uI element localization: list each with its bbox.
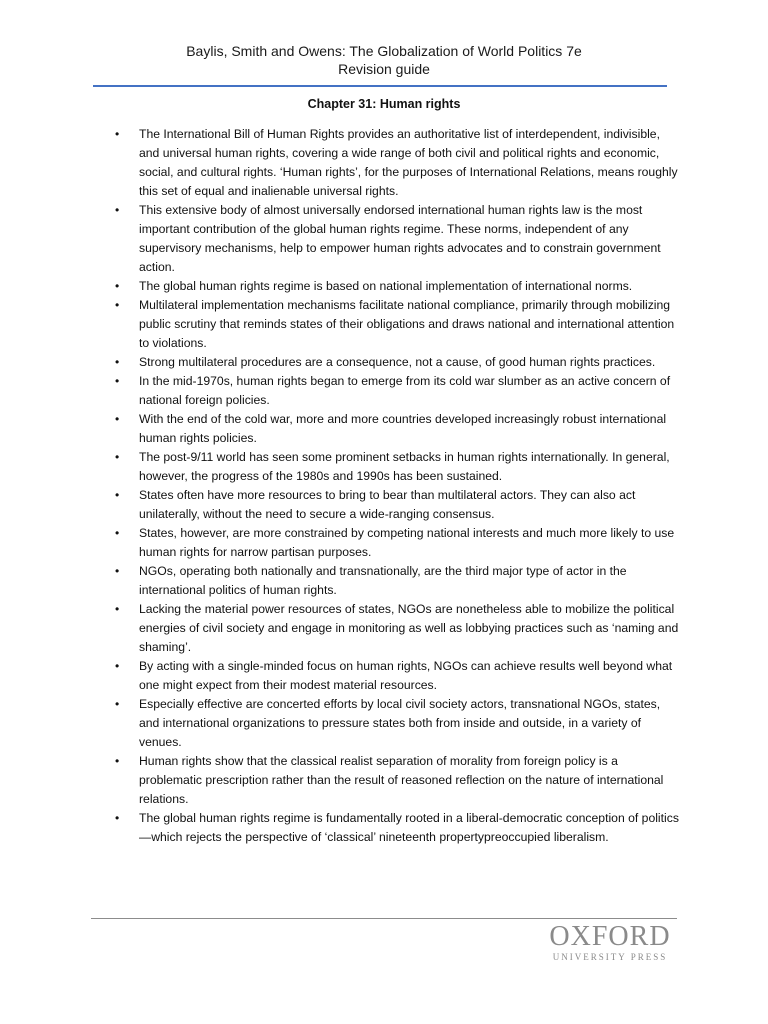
bullet-icon: • xyxy=(115,450,120,464)
list-item-text: The global human rights regime is based on national implementation of international norms. xyxy=(139,279,633,293)
oxford-logo xyxy=(535,922,685,963)
list-item-text: The International Bill of Human Rights provides an authoritative list of interdependent, indivisible, and universal human rights, covering a wide range of both civil and political rights and economic, social, and cultural rights. ‘Human rights’, for the purposes of International Relations, means roughly this set of equal and inalienable universal rights. xyxy=(139,127,678,198)
logo-wordmark: OXFORD xyxy=(549,921,671,952)
list-item-text: In the mid-1970s, human rights began to emerge from its cold war slumber as an active concern of national foreign policies. xyxy=(139,374,671,407)
bullet-icon: • xyxy=(115,659,120,673)
bullet-icon: • xyxy=(115,298,120,312)
list-item xyxy=(115,809,680,847)
bullet-icon: • xyxy=(115,564,120,578)
logo-subtitle: UNIVERSITY PRESS xyxy=(552,952,668,962)
list-item-text: Especially effective are concerted efforts by local civil society actors, transnational NGOs, states, and international organizations to pressure states both from inside and outside, in a variety of venues. xyxy=(139,697,661,749)
bullet-icon: • xyxy=(115,602,120,616)
list-item-text: Multilateral implementation mechanisms facilitate national compliance, primarily through mobilizing public scrutiny that reminds states of their obligations and draws national and international attention to violations. xyxy=(139,298,675,350)
document-header xyxy=(0,42,768,78)
bullet-icon: • xyxy=(115,754,120,768)
footer-divider xyxy=(91,918,677,919)
list-item-text: States, however, are more constrained by competing national interests and much more likely to use human rights for narrow partisan purposes. xyxy=(139,526,675,559)
bullet-icon: • xyxy=(115,279,120,293)
bullet-icon: • xyxy=(115,488,120,502)
list-item xyxy=(115,296,680,353)
header-subtitle: Revision guide xyxy=(338,61,430,77)
list-item-text: Lacking the material power resources of states, NGOs are nonetheless able to mobilize the political energies of civil society and engage in monitoring as well as lobbying practices such as ‘naming and shaming’. xyxy=(139,602,679,654)
header-title: Baylis, Smith and Owens: The Globalization of World Politics 7e xyxy=(186,43,582,59)
list-item-text: The global human rights regime is fundamentally rooted in a liberal-democratic conception of politics—which rejects the perspective of ‘classical’ nineteenth propertypreoccupied liberalism. xyxy=(139,811,679,844)
bullet-icon: • xyxy=(115,811,120,825)
bullet-icon: • xyxy=(115,412,120,426)
bullet-list xyxy=(115,125,680,847)
list-item-text: With the end of the cold war, more and more countries developed increasingly robust international human rights policies. xyxy=(139,412,667,445)
list-item-text: NGOs, operating both nationally and transnationally, are the third major type of actor in the international politics of human rights. xyxy=(139,564,627,597)
list-item xyxy=(115,448,680,486)
list-item-text: By acting with a single-minded focus on human rights, NGOs can achieve results well beyond what one might expect from their modest material resources. xyxy=(139,659,673,692)
bullet-icon: • xyxy=(115,697,120,711)
list-item-text: Human rights show that the classical realist separation of morality from foreign policy is a problematic prescription rather than the result of reasoned reflection on the nature of international relations. xyxy=(139,754,664,806)
list-item xyxy=(115,600,680,657)
list-item xyxy=(115,201,680,277)
list-item-text: States often have more resources to bring to bear than multilateral actors. They can also act unilaterally, without the need to secure a wide-ranging consensus. xyxy=(139,488,636,521)
list-item-text: Strong multilateral procedures are a consequence, not a cause, of good human rights practices. xyxy=(139,355,656,369)
bullet-icon: • xyxy=(115,127,120,141)
list-item xyxy=(115,277,680,296)
list-item-text: The post-9/11 world has seen some prominent setbacks in human rights internationally. In general, however, the progress of the 1980s and 1990s has been sustained. xyxy=(139,450,670,483)
list-item xyxy=(115,410,680,448)
bullet-icon: • xyxy=(115,526,120,540)
bullet-icon: • xyxy=(115,203,120,217)
list-item-text: This extensive body of almost universally endorsed international human rights law is the most important contribution of the global human rights regime. These norms, independent of any supervisory mechanisms, help to empower human rights advocates and to constrain government action. xyxy=(139,203,661,274)
chapter-title: Chapter 31: Human rights xyxy=(307,97,461,111)
bullet-icon: • xyxy=(115,374,120,388)
header-divider xyxy=(93,85,667,87)
list-item xyxy=(115,372,680,410)
bullet-icon: • xyxy=(115,355,120,369)
list-item xyxy=(115,695,680,752)
list-item xyxy=(115,486,680,524)
list-item xyxy=(115,125,680,201)
list-item xyxy=(115,353,680,372)
list-item xyxy=(115,752,680,809)
list-item xyxy=(115,562,680,600)
list-item xyxy=(115,657,680,695)
list-item xyxy=(115,524,680,562)
